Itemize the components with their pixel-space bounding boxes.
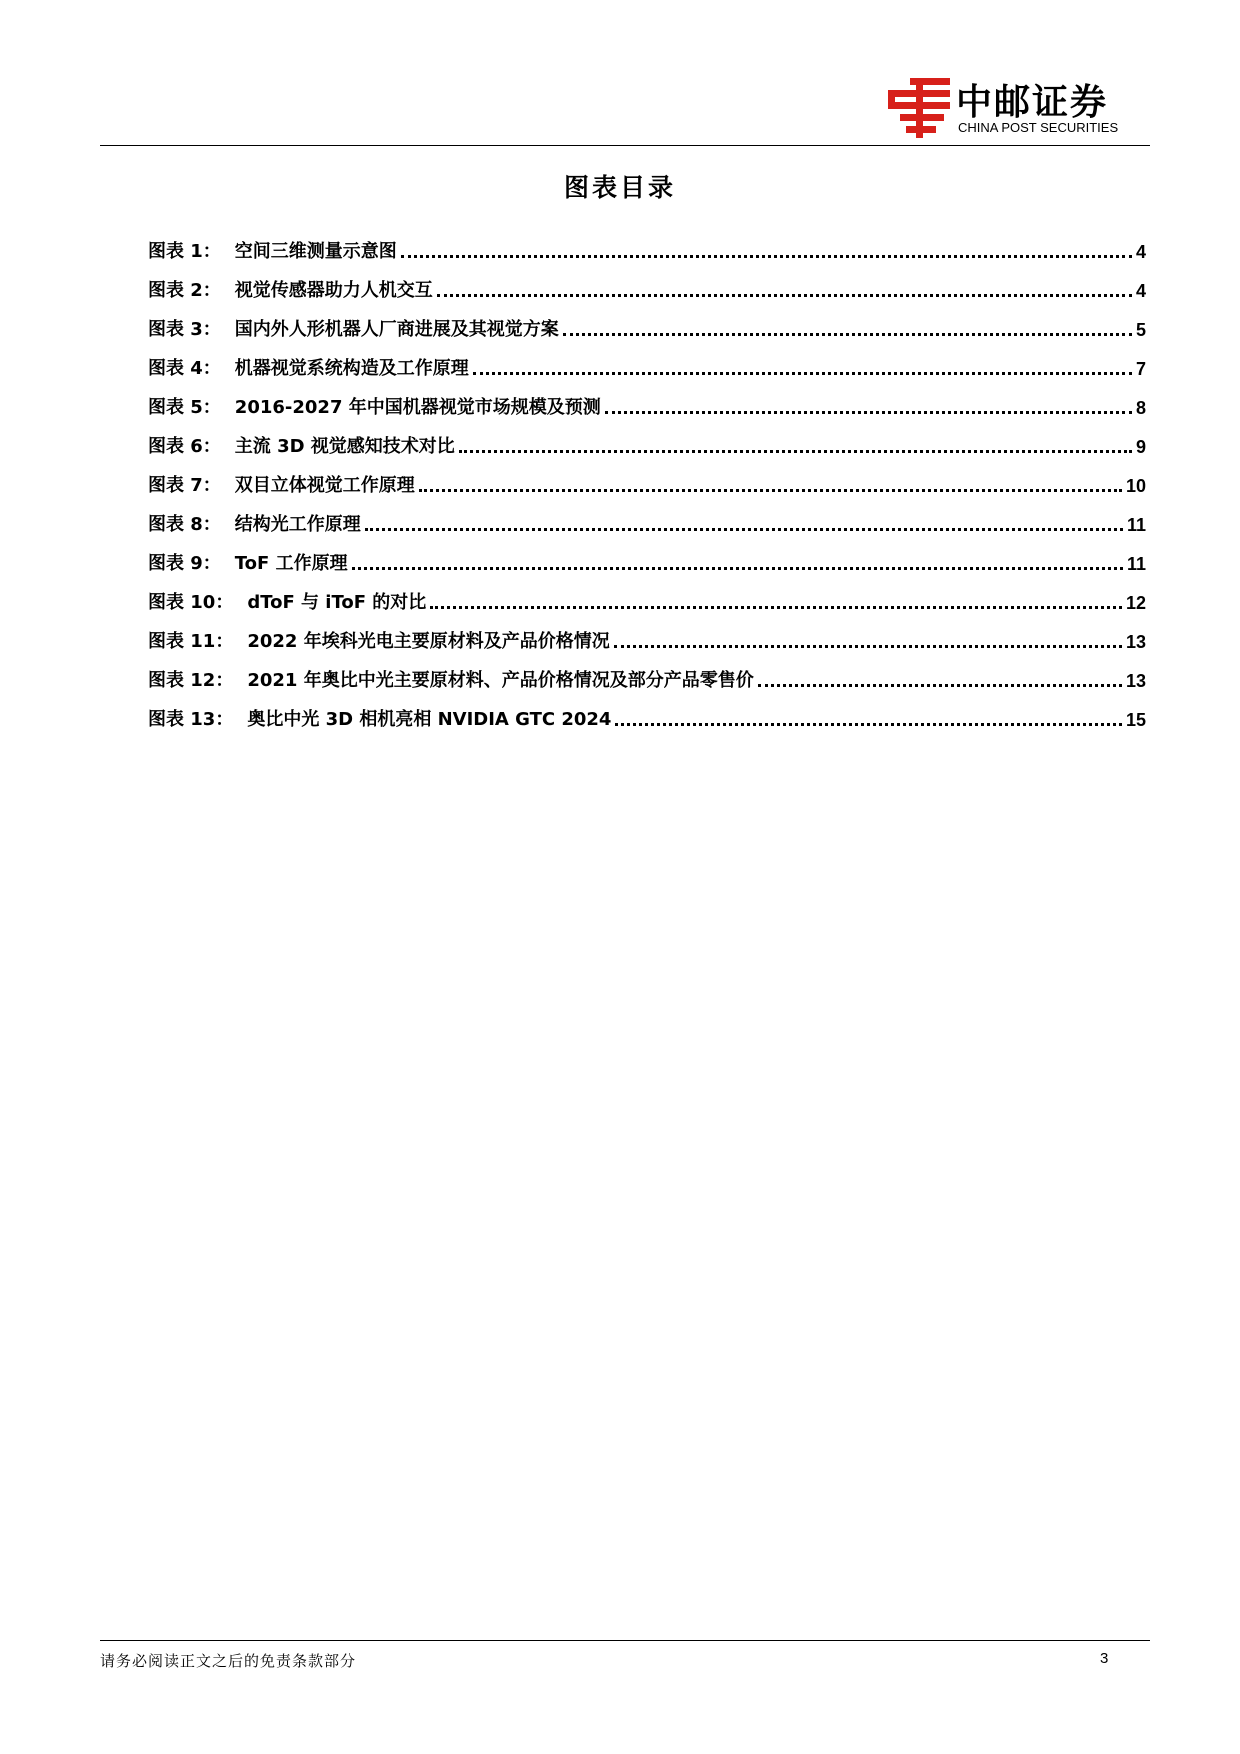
toc-leader-dots: [615, 723, 1122, 726]
toc-entry-label: 图表 3：: [148, 319, 221, 340]
toc-entry-title: 双目立体视觉工作原理: [234, 475, 415, 496]
page-number: 3: [1100, 1650, 1109, 1667]
footer-disclaimer: 请务必阅读正文之后的免责条款部分: [100, 1652, 357, 1670]
toc-entry[interactable]: [148, 653, 1146, 692]
toc-entry-page: 13: [1125, 671, 1146, 691]
toc-entry-page: 15: [1125, 710, 1146, 730]
toc-leader-dots: [605, 411, 1132, 414]
toc-entry[interactable]: [148, 263, 1146, 302]
toc-leader-dots: [758, 684, 1122, 687]
toc-leader-dots: [459, 450, 1132, 453]
toc-entry[interactable]: [148, 536, 1146, 575]
toc-entry-page: 4: [1135, 242, 1146, 262]
toc-entry-page: 12: [1125, 593, 1146, 613]
toc-entry-title: 2016-2027 年中国机器视觉市场规模及预测: [234, 397, 601, 418]
toc-entry-title: 机器视觉系统构造及工作原理: [234, 358, 469, 379]
toc-leader-dots: [365, 528, 1123, 531]
toc-entry-label: 图表 9：: [148, 553, 221, 574]
toc-leader-dots: [473, 372, 1132, 375]
toc-entry-label: 图表 12：: [148, 670, 234, 691]
toc-entry[interactable]: [148, 380, 1146, 419]
toc-entry[interactable]: [148, 575, 1146, 614]
header-divider: [100, 145, 1150, 146]
logo-english-name: CHINA POST SECURITIES: [958, 120, 1119, 135]
toc-entry-label: 图表 11：: [148, 631, 234, 652]
toc-leader-dots: [563, 333, 1132, 336]
toc-entry-title: 主流 3D 视觉感知技术对比: [234, 436, 455, 457]
logo-chinese-name: 中邮证券: [956, 82, 1109, 123]
toc-entry-page: 13: [1125, 632, 1146, 652]
toc-entry-label: 图表 5：: [148, 397, 221, 418]
toc-entry[interactable]: [148, 302, 1146, 341]
toc-entry-label: 图表 7：: [148, 475, 221, 496]
toc-entry-label: 图表 8：: [148, 514, 221, 535]
toc-entry-title: 空间三维测量示意图: [234, 241, 397, 262]
toc-entry-label: 图表 10：: [148, 592, 234, 613]
toc-entry[interactable]: [148, 458, 1146, 497]
toc-entry-title: 国内外人形机器人厂商进展及其视觉方案: [234, 319, 559, 340]
toc-entry-title: 视觉传感器助力人机交互: [234, 280, 433, 301]
toc-entry-page: 10: [1125, 476, 1146, 496]
toc-entry-page: 7: [1135, 359, 1146, 379]
toc-leader-dots: [437, 294, 1132, 297]
toc-entry-page: 5: [1135, 320, 1146, 340]
toc-entry-page: 4: [1135, 281, 1146, 301]
toc-entry-label: 图表 4：: [148, 358, 221, 379]
toc-entry-title: 奥比中光 3D 相机亮相 NVIDIA GTC 2024: [247, 709, 612, 730]
toc-entry[interactable]: [148, 341, 1146, 380]
toc-entry-title: 2022 年埃科光电主要原材料及产品价格情况: [247, 631, 610, 652]
toc-entry-page: 9: [1135, 437, 1146, 457]
toc-entry-page: 11: [1126, 554, 1146, 574]
toc-entry[interactable]: [148, 497, 1146, 536]
toc-entry-title: 结构光工作原理: [234, 514, 361, 535]
toc-entry[interactable]: [148, 614, 1146, 653]
toc-entry[interactable]: [148, 419, 1146, 458]
toc-entry-page: 11: [1126, 515, 1146, 535]
toc-entry-title: 2021 年奥比中光主要原材料、产品价格情况及部分产品零售价: [247, 670, 754, 691]
toc-entry[interactable]: [148, 692, 1146, 731]
toc-leader-dots: [419, 489, 1122, 492]
toc-leader-dots: [401, 255, 1132, 258]
toc-entry-title: ToF 工作原理: [234, 553, 348, 574]
toc-leader-dots: [430, 606, 1122, 609]
toc-leader-dots: [614, 645, 1122, 648]
toc-entry-page: 8: [1135, 398, 1146, 418]
footer-divider: [100, 1640, 1150, 1641]
table-of-figures: [148, 224, 1146, 731]
toc-title: 图表目录: [563, 173, 676, 202]
toc-entry-title: dToF 与 iToF 的对比: [247, 592, 427, 613]
toc-entry-label: 图表 2：: [148, 280, 221, 301]
toc-entry-label: 图表 1：: [148, 241, 221, 262]
toc-leader-dots: [352, 567, 1123, 570]
company-logo: [880, 76, 1150, 140]
toc-entry-label: 图表 6：: [148, 436, 221, 457]
toc-entry[interactable]: [148, 224, 1146, 263]
china-post-logo-icon: [880, 76, 958, 140]
toc-entry-label: 图表 13：: [148, 709, 234, 730]
